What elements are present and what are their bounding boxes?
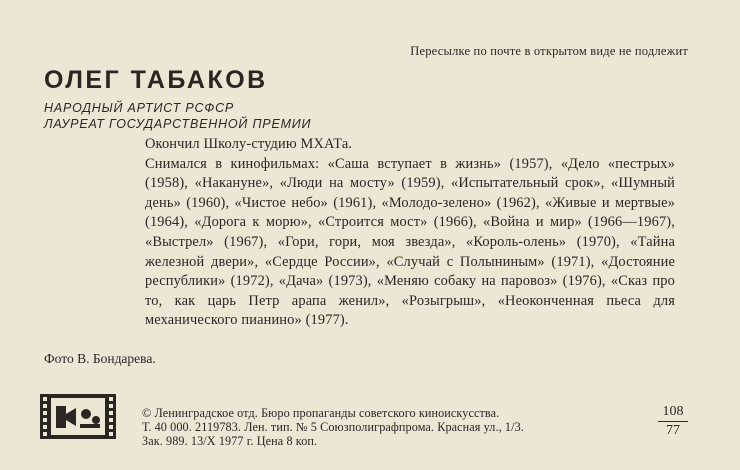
film-bureau-logo-icon (40, 394, 116, 439)
price-code-bottom: 77 (666, 423, 680, 438)
imprint-line: © Ленинградское отд. Бюро пропаганды советского киноискусства. (142, 406, 500, 420)
actor-name: ОЛЕГ ТАБАКОВ (44, 66, 268, 94)
filmography-text: Снимался в кинофильмах: «Саша вступает в жизнь» (1957), «Дело «пестрых» (1958), «Накануне», «Люди на мосту» (1959), «Испытательный срок», «Шумный день» (1960), «Чистое небо» (1961), «Молодо-зелено» (1962), «Живые и мертвые» (1964), «Дорога к морю», «Строится мост» (1966), «Война и мир» (1966—1967), «Выстрел» (1967), «Гори, гори, моя звезда», «Король-олень» (1970), «Тайна железной двери», «Сердце России», «Случай с Полыниным» (1971), «Достояние республики» (1972), «Дача» (1973), «Меняю собаку на паровоз» (1976), «Сказ про то, как царь Петр арапа женил», «Розыгрыш», «Неоконченная пьеса для механического пианино» (1977). (145, 155, 675, 329)
mailing-notice: Пересылке по почте в открытом виде не подлежит (410, 44, 688, 58)
imprint-line: Зак. 989. 13/X 1977 г. Цена 8 коп. (142, 434, 318, 448)
education-text: Окончил Школу-студию МХАТа. (145, 136, 353, 152)
price-code-divider (658, 421, 688, 422)
imprint-line: Т. 40 000. 2119783. Лен. тип. № 5 Союзполиграфпрома. Красная ул., 1/3. (142, 420, 524, 434)
price-code-top: 108 (662, 404, 684, 419)
price-code (658, 405, 688, 438)
biography (145, 135, 675, 331)
imprint (142, 406, 682, 448)
title-line: НАРОДНЫЙ АРТИСТ РСФСР (44, 101, 235, 115)
actor-titles (44, 100, 311, 132)
photo-credit: Фото В. Бондарева. (44, 351, 156, 366)
title-line: ЛАУРЕАТ ГОСУДАРСТВЕННОЙ ПРЕМИИ (44, 117, 312, 131)
